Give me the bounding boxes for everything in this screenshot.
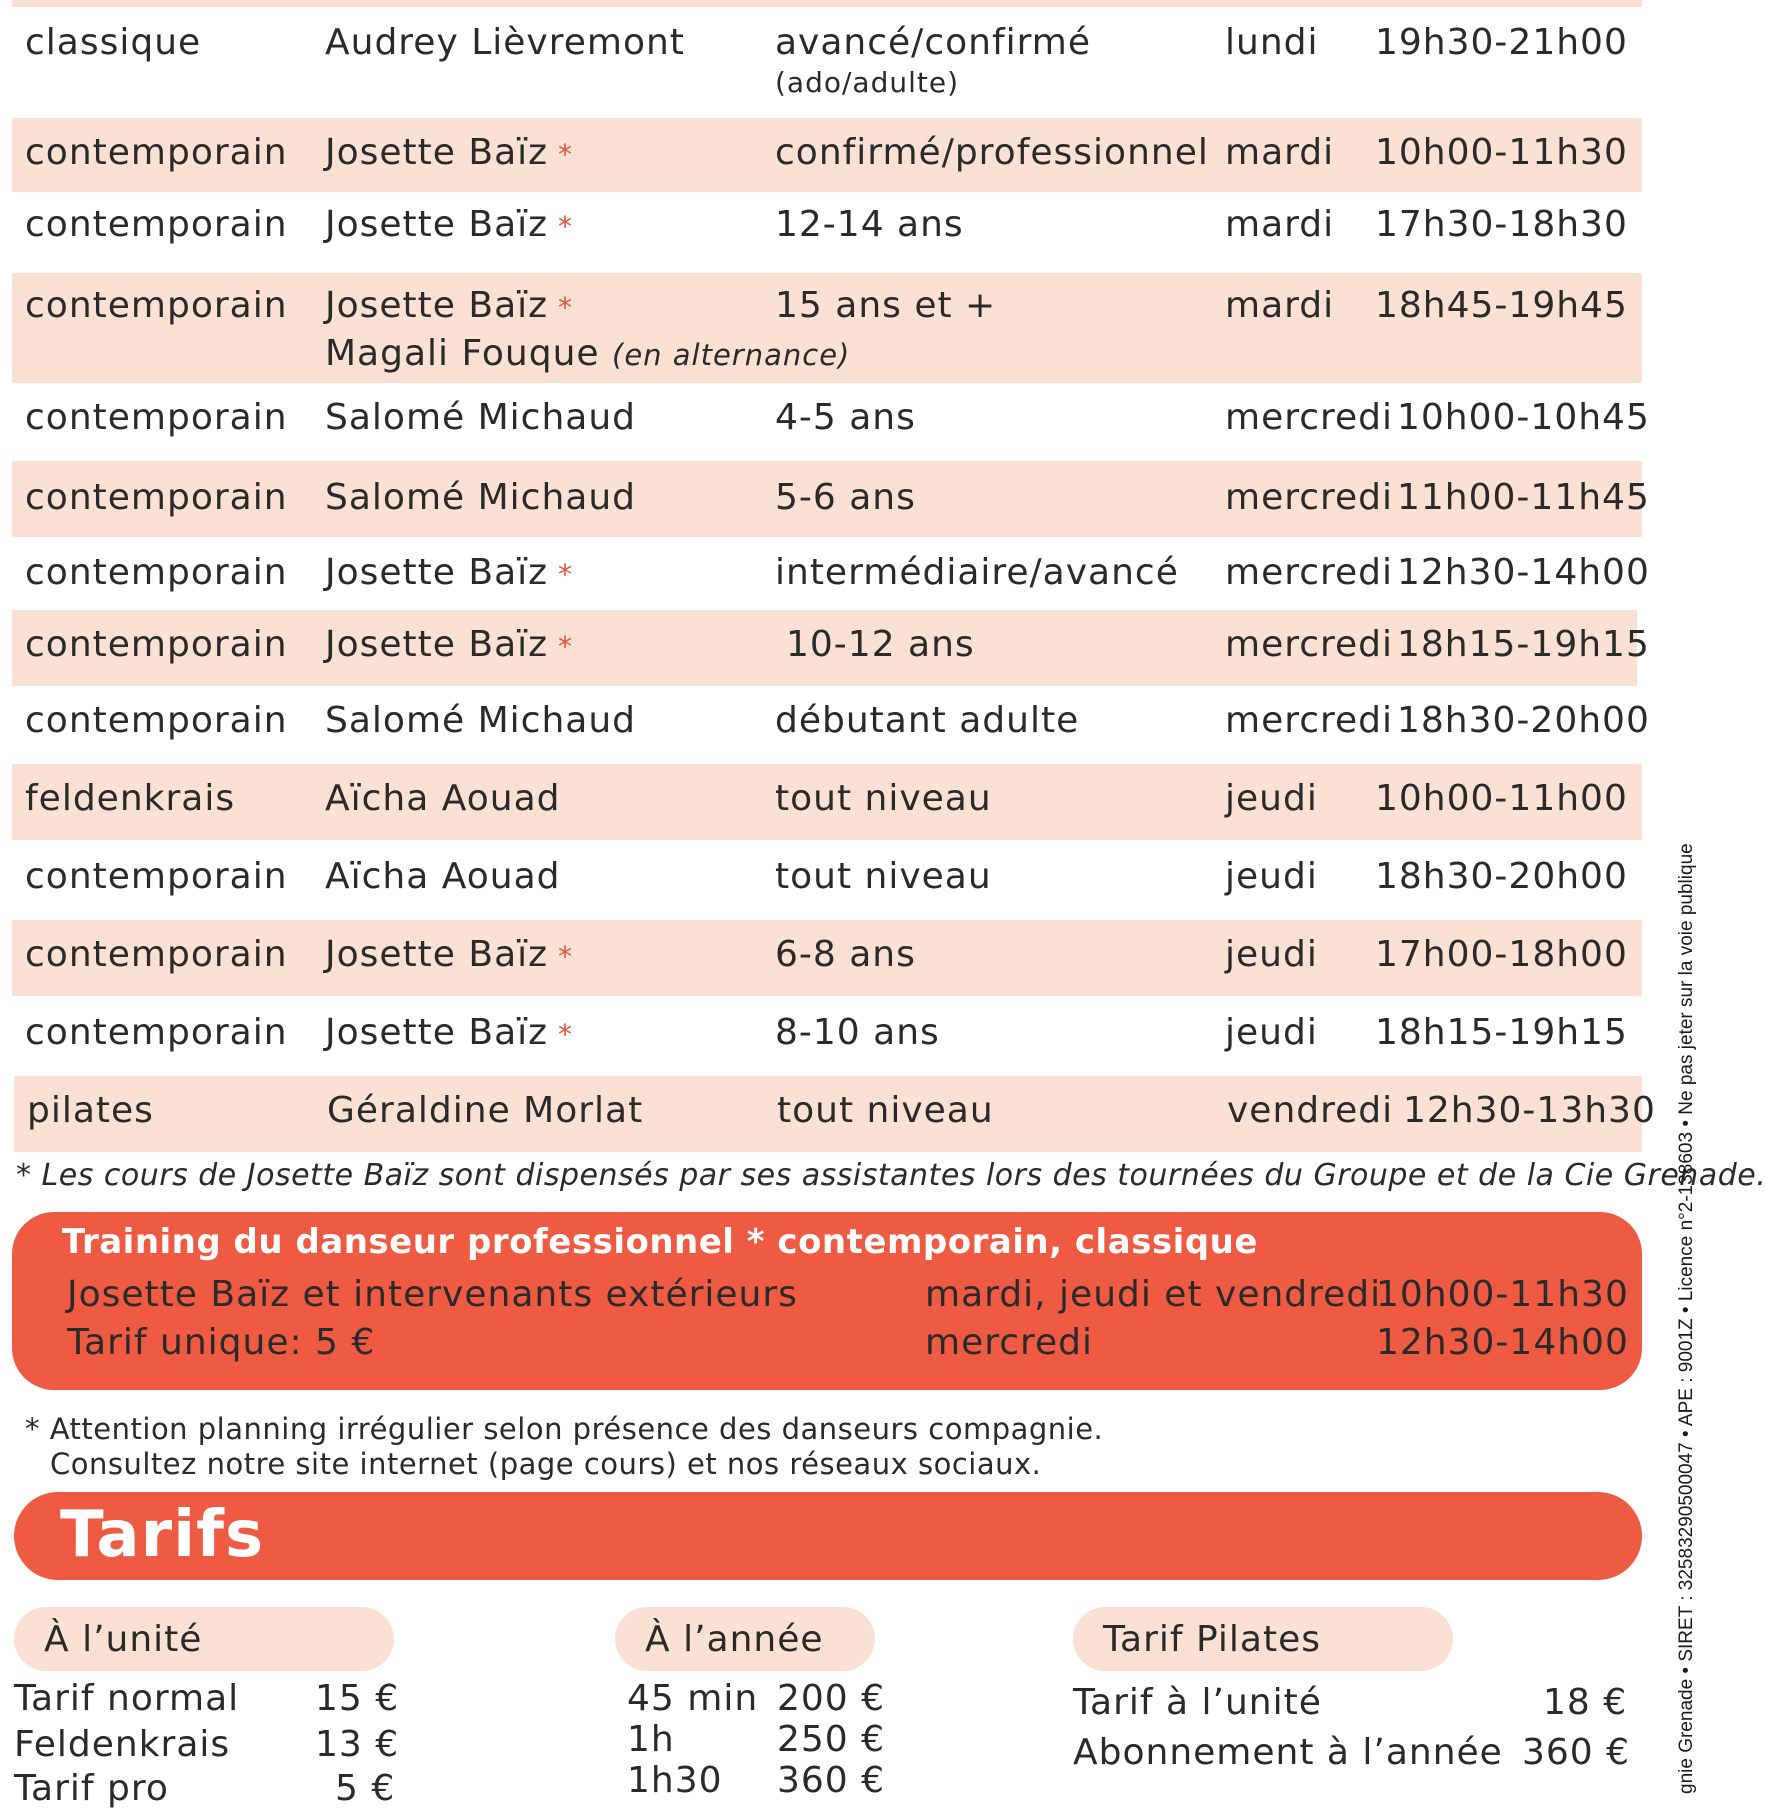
tarifs-header	[14, 1492, 1642, 1580]
table-row	[12, 610, 1650, 686]
row-style: contemporain	[25, 477, 288, 518]
teacher-name: Josette Baïz	[325, 934, 549, 975]
row-teacher: Audrey Lièvremont	[325, 22, 685, 63]
annee-label: 1h30	[627, 1760, 723, 1801]
row-teacher-2	[325, 333, 850, 374]
row-time: 12h30-14h00	[1397, 552, 1650, 593]
pilates-heading-pill	[1073, 1607, 1453, 1671]
unite-price: 5 €	[335, 1768, 396, 1809]
row-day: mercredi	[1225, 552, 1394, 593]
row-level: 6-8 ans	[775, 934, 916, 975]
attention-note	[25, 1412, 1103, 1482]
row-time: 10h00-11h30	[1375, 132, 1628, 173]
row-teacher: Aïcha Aouad	[325, 856, 561, 897]
unite-price: 13 €	[315, 1724, 400, 1765]
row-time: 19h30-21h00	[1375, 22, 1628, 63]
row-level: 4-5 ans	[775, 397, 916, 438]
row-day: mercredi	[1225, 477, 1394, 518]
table-row	[14, 1076, 1656, 1152]
table-row	[12, 998, 1642, 1074]
row-style: classique	[25, 22, 202, 63]
row-teacher: Salomé Michaud	[325, 700, 636, 741]
annee-heading: À l’année	[645, 1619, 824, 1660]
unite-heading-pill	[14, 1607, 394, 1671]
row-level: tout niveau	[775, 778, 992, 819]
row-time: 18h45-19h45	[1375, 285, 1628, 326]
training-days-2: mercredi	[925, 1322, 1094, 1363]
annee-price: 200 €	[777, 1678, 886, 1719]
row-time: 10h00-11h00	[1375, 778, 1628, 819]
row-teacher	[325, 132, 573, 173]
attention-line-1: * Attention planning irrégulier selon présence des danseurs compagnie.	[25, 1412, 1104, 1446]
row-level: 10-12 ans	[786, 624, 975, 665]
teacher-name: Magali Fouque	[325, 333, 600, 374]
pilates-label: Abonnement à l’année	[1073, 1732, 1503, 1773]
row-style: contemporain	[25, 700, 288, 741]
table-row	[12, 540, 1650, 610]
row-time: 17h30-18h30	[1375, 204, 1628, 245]
row-level-sub: (ado/adulte)	[775, 66, 960, 99]
row-time: 18h15-19h15	[1375, 1012, 1628, 1053]
teacher-name: Josette Baïz	[325, 132, 549, 173]
row-level: tout niveau	[777, 1090, 994, 1131]
row-day: jeudi	[1225, 934, 1318, 975]
training-teachers: Josette Baïz et intervenants extérieurs	[67, 1274, 798, 1315]
row-style: contemporain	[25, 856, 288, 897]
row-day: mercredi	[1225, 397, 1394, 438]
row-teacher	[325, 624, 573, 665]
table-row	[12, 387, 1650, 461]
teacher-name: Josette Baïz	[325, 552, 549, 593]
row-level: 5-6 ans	[775, 477, 916, 518]
row-style: contemporain	[25, 1012, 288, 1053]
teacher-name: Josette Baïz	[325, 204, 549, 245]
row-teacher	[325, 934, 573, 975]
row-day: mardi	[1225, 204, 1335, 245]
row-style: feldenkrais	[25, 778, 236, 819]
row-level: 8-10 ans	[775, 1012, 940, 1053]
row-style: contemporain	[25, 552, 288, 593]
row-level: tout niveau	[775, 856, 992, 897]
unite-label: Tarif pro	[14, 1768, 169, 1809]
attention-line-2: Consultez notre site internet (page cours) et nos réseaux sociaux.	[50, 1447, 1042, 1481]
row-style: pilates	[27, 1090, 154, 1131]
asterisk: *	[558, 630, 574, 663]
annee-label: 45 min	[627, 1678, 759, 1719]
table-row	[12, 118, 1642, 192]
footnote: * Les cours de Josette Baïz sont dispensés par ses assistantes lors des tournées du Groupe et de la Cie Grenade.	[16, 1158, 1766, 1193]
row-level: débutant adulte	[775, 700, 1080, 741]
row-style: contemporain	[25, 204, 288, 245]
training-days-1: mardi, jeudi et vendredi	[925, 1274, 1382, 1315]
pilates-label: Tarif à l’unité	[1073, 1682, 1322, 1723]
tarifs-title: Tarifs	[60, 1498, 265, 1572]
row-day: jeudi	[1225, 856, 1318, 897]
row-level: 12-14 ans	[775, 204, 964, 245]
pilates-price: 360 €	[1522, 1732, 1631, 1773]
row-teacher: Salomé Michaud	[325, 477, 636, 518]
pilates-heading: Tarif Pilates	[1103, 1619, 1322, 1660]
table-row	[12, 273, 1642, 383]
row-day: vendredi	[1227, 1090, 1394, 1131]
unite-price: 15 €	[315, 1678, 400, 1719]
training-title: Training du danseur professionnel * contemporain, classique	[62, 1222, 1258, 1262]
row-level: intermédiaire/avancé	[775, 552, 1179, 593]
top-shade-strip	[12, 0, 1642, 7]
teacher-name: Josette Baïz	[325, 285, 549, 326]
row-teacher	[325, 1012, 573, 1053]
row-time: 18h30-20h00	[1375, 856, 1628, 897]
row-teacher: Salomé Michaud	[325, 397, 636, 438]
annee-heading-pill	[615, 1607, 875, 1671]
asterisk: *	[558, 210, 574, 243]
row-teacher	[325, 204, 573, 245]
row-style: contemporain	[25, 397, 288, 438]
row-day: mardi	[1225, 132, 1335, 173]
table-row	[12, 8, 1642, 111]
row-level: 15 ans et +	[775, 285, 997, 326]
row-time: 11h00-11h45	[1397, 477, 1650, 518]
table-row	[12, 842, 1642, 918]
annee-label: 1h	[627, 1719, 675, 1760]
asterisk: *	[558, 558, 574, 591]
asterisk: *	[558, 1018, 574, 1051]
teacher-name: Josette Baïz	[325, 1012, 549, 1053]
annee-price: 250 €	[777, 1719, 886, 1760]
row-style: contemporain	[25, 132, 288, 173]
pilates-price: 18 €	[1543, 1682, 1628, 1723]
asterisk: *	[558, 291, 574, 324]
training-tarif: Tarif unique: 5 €	[67, 1322, 376, 1363]
legal-side-text: gnie Grenade • SIRET : 32583290500047 • APE : 9001Z • Licence n°2-138603 • Ne pas jeter sur la voie publique	[1676, 843, 1697, 1794]
row-level: avancé/confirmé	[775, 22, 1092, 63]
table-row	[12, 920, 1642, 996]
row-day: mercredi	[1225, 624, 1394, 665]
row-style: contemporain	[25, 285, 288, 326]
table-row	[12, 461, 1650, 537]
row-teacher: Géraldine Morlat	[327, 1090, 644, 1131]
annee-price: 360 €	[777, 1760, 886, 1801]
row-day: mercredi	[1225, 700, 1394, 741]
table-row	[12, 764, 1642, 840]
row-teacher: Aïcha Aouad	[325, 778, 561, 819]
unite-heading: À l’unité	[44, 1619, 203, 1660]
asterisk: *	[558, 138, 574, 171]
row-time: 17h00-18h00	[1375, 934, 1628, 975]
unite-label: Feldenkrais	[14, 1724, 231, 1765]
table-row	[12, 196, 1642, 270]
row-time: 18h30-20h00	[1397, 700, 1650, 741]
row-teacher	[325, 285, 573, 326]
row-style: contemporain	[25, 934, 288, 975]
row-time: 12h30-13h30	[1403, 1090, 1656, 1131]
row-day: mardi	[1225, 285, 1335, 326]
unite-label: Tarif normal	[14, 1678, 240, 1719]
row-time: 18h15-19h15	[1397, 624, 1650, 665]
row-style: contemporain	[25, 624, 288, 665]
teacher-name: Josette Baïz	[325, 624, 549, 665]
row-day: jeudi	[1225, 778, 1318, 819]
training-time-1: 10h00-11h30	[1376, 1274, 1629, 1315]
table-row	[12, 688, 1650, 764]
row-day: lundi	[1225, 22, 1319, 63]
asterisk: *	[558, 940, 574, 973]
training-time-2: 12h30-14h00	[1376, 1322, 1629, 1363]
alternance-note: (en alternance)	[612, 338, 851, 372]
row-teacher	[325, 552, 573, 593]
row-day: jeudi	[1225, 1012, 1318, 1053]
training-banner	[12, 1212, 1642, 1390]
row-level: confirmé/professionnel	[775, 132, 1209, 173]
row-time: 10h00-10h45	[1397, 397, 1650, 438]
legal-side-text-container	[1642, 0, 1697, 1800]
